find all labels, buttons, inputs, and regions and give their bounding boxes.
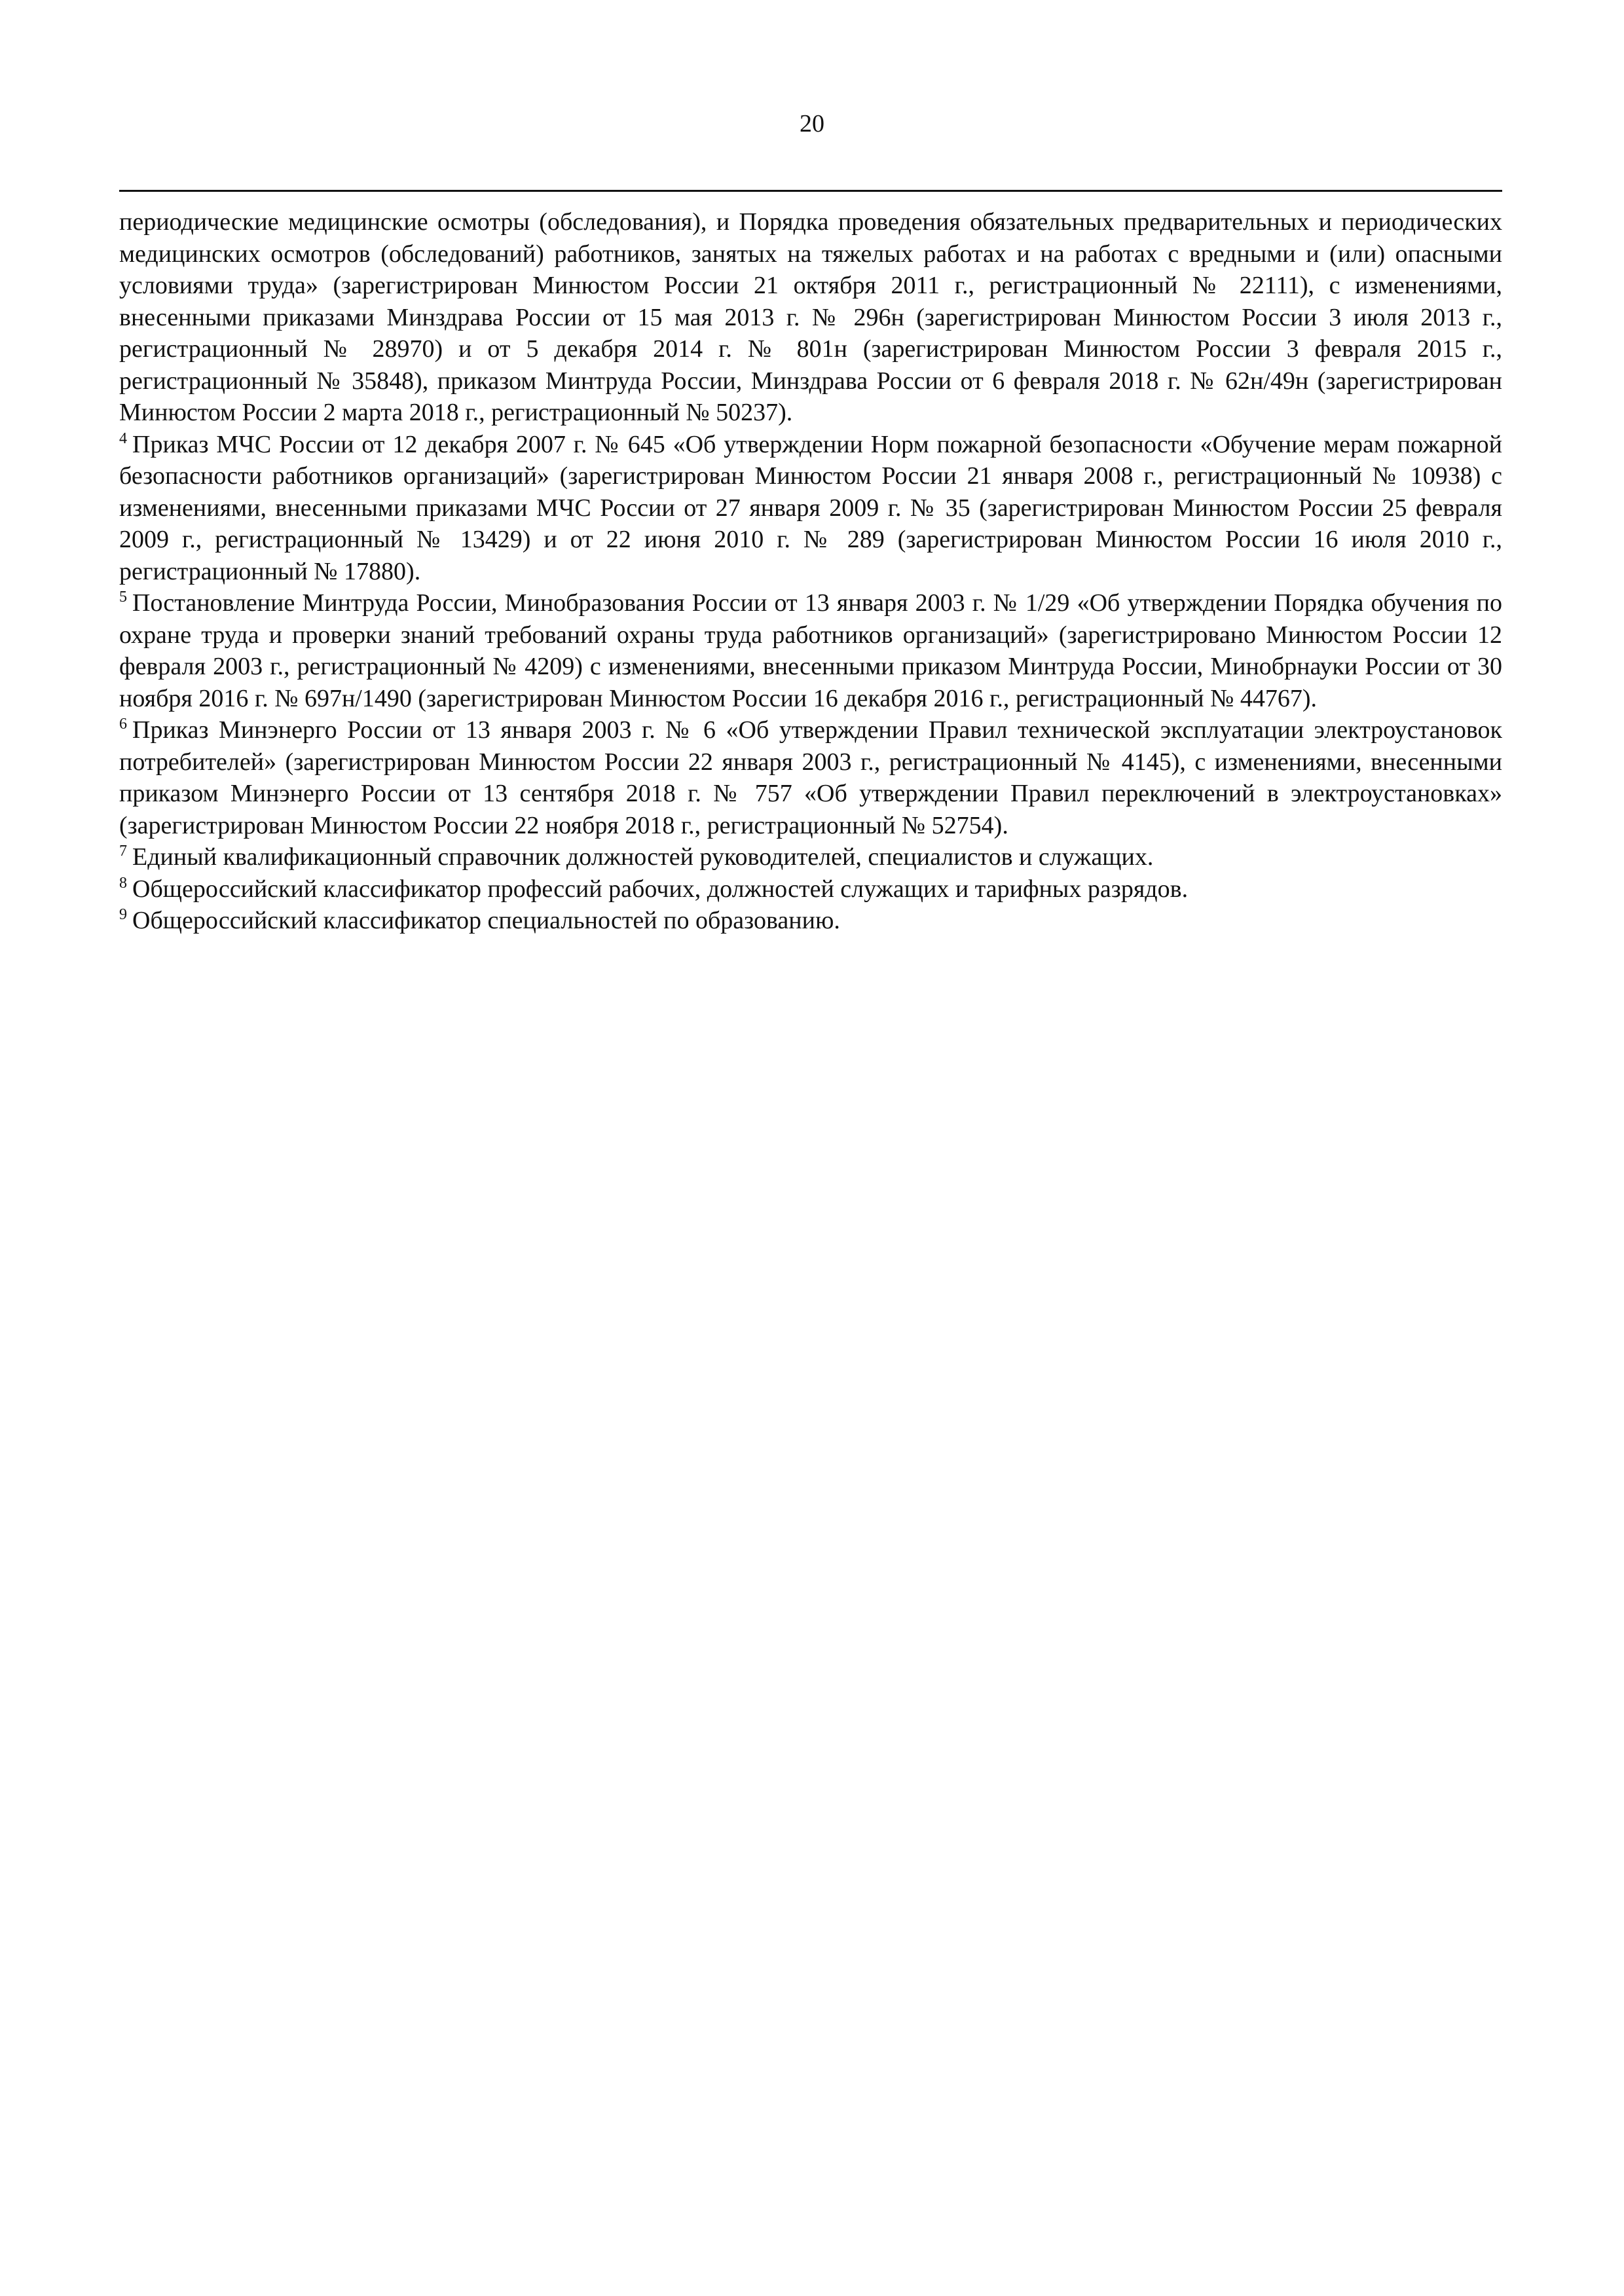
footnote-marker: 5 [119, 589, 127, 606]
footnote-text: Общероссийский классификатор специальностей по образованию. [132, 907, 840, 934]
footnote-6 [119, 714, 1502, 841]
footnote-8 [119, 873, 1502, 905]
footnote-text: Постановление Минтруда России, Минобразования России от 13 января 2003 г. № 1/29 «Об утверждении Порядка обучения по охране труда и проверки знаний требований охраны труда работников организаций» (зарегистрировано Минюстом России 12 февраля 2003 г., регистрационный № 4209) с изменениями, внесенными приказом Минтруда России, Минобрнауки России от 30 ноября 2016 г. № 697н/1490 (зарегистрирован Минюстом России 16 декабря 2016 г., регистрационный № 44767). [119, 589, 1502, 712]
footnote-text: Приказ МЧС России от 12 декабря 2007 г. № 645 «Об утверждении Норм пожарной безопасности «Обучение мерам пожарной безопасности работников организаций» (зарегистрирован Минюстом России 21 января 2008 г., регистрационный № 10938) с изменениями, внесенными приказами МЧС России от 27 января 2009 г. № 35 (зарегистрирован Минюстом России 25 февраля 2009 г., регистрационный № 13429) и от 22 июня 2010 г. № 289 (зарегистрирован Минюстом России 16 июля 2010 г., регистрационный № 17880). [119, 430, 1502, 585]
footnote-marker: 4 [119, 429, 127, 447]
footnote-marker: 8 [119, 874, 127, 892]
footnote-text: Приказ Минэнерго России от 13 января 2003 г. № 6 «Об утверждении Правил технической эксплуатации электроустановок потребителей» (зарегистрирован Минюстом России 22 января 2003 г., регистрационный № 4145), с изменениями, внесенными приказом Минэнерго России от 13 сентября 2018 г. № 757 «Об утверждении Правил переключений в электроустановках» (зарегистрирован Минюстом России 22 ноября 2018 г., регистрационный № 52754). [119, 716, 1502, 839]
footnote-marker: 7 [119, 843, 127, 860]
footnote-marker: 9 [119, 906, 127, 923]
footnote-continuation [119, 206, 1502, 429]
footnote-5 [119, 587, 1502, 714]
footnote-text: Единый квалификационный справочник должностей руководителей, специалистов и служащих. [132, 843, 1154, 871]
footnotes-block [119, 206, 1502, 937]
footnote-marker: 6 [119, 716, 127, 733]
footnote-7 [119, 841, 1502, 873]
page-number: 20 [800, 110, 824, 137]
footnote-9 [119, 905, 1502, 937]
footnote-text: периодические медицинские осмотры (обследования), и Порядка проведения обязательных предварительных и периодических медицинских осмотров (обследований) работников, занятых на тяжелых работах и на работах с вредными и (или) опасными условиями труда» (зарегистрирован Минюстом России 21 октября 2011 г., регистрационный № 22111), с изменениями, внесенными приказами Минздрава России от 15 мая 2013 г. № 296н (зарегистрирован Минюстом России 3 июля 2013 г., регистрационный № 28970) и от 5 декабря 2014 г. № 801н (зарегистрирован Минюстом России 3 февраля 2015 г., регистрационный № 35848), приказом Минтруда России, Минздрава России от 6 февраля 2018 г. № 62н/49н (зарегистрирован Минюстом России 2 марта 2018 г., регистрационный № 50237). [119, 208, 1502, 426]
footnote-4 [119, 429, 1502, 588]
footnote-separator [119, 190, 1502, 192]
footnote-text: Общероссийский классификатор профессий рабочих, должностей служащих и тарифных разрядов. [132, 875, 1189, 903]
